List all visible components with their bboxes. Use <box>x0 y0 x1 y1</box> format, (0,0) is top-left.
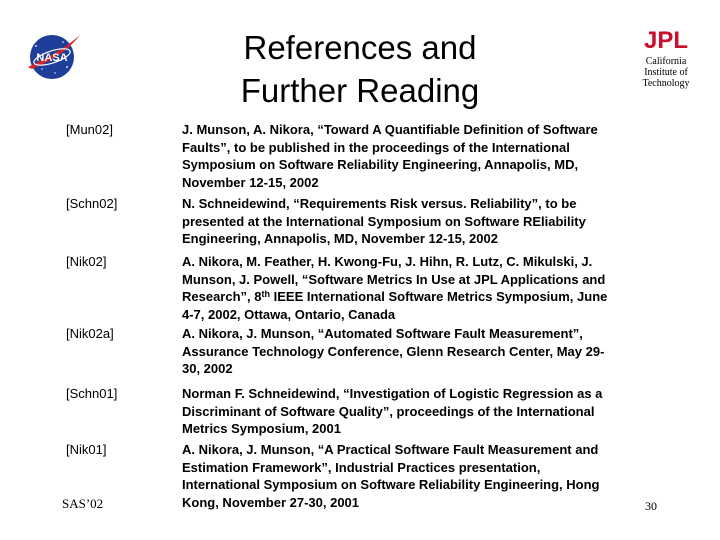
reference-key: [Schn01] <box>66 386 118 401</box>
reference-line: Estimation Framework”, Industrial Practices presentation, <box>182 459 541 475</box>
reference-line <box>182 288 656 306</box>
slide-title-line-2: Further Reading <box>240 72 480 109</box>
jpl-caption-line: California <box>645 56 687 67</box>
reference-line: Engineering, Annapolis, MD, November 12-15, 2002 <box>182 231 498 247</box>
reference-line: International Symposium on Software Reliability Engineering, Hong <box>182 477 600 493</box>
reference-line: Kong, November 27-30, 2001 <box>182 494 360 510</box>
reference-key: [Mun02] <box>66 122 113 137</box>
reference-text <box>182 385 656 438</box>
reference-text <box>182 325 656 378</box>
slide-title <box>190 26 530 112</box>
reference-line: November 12-15, 2002 <box>182 174 319 190</box>
reference-text <box>182 121 656 191</box>
reference-line: J. Munson, A. Nikora, “Toward A Quantifiable Definition of Software <box>182 122 598 137</box>
jpl-caltech-logo <box>630 27 702 97</box>
reference-text <box>182 253 656 323</box>
page-number: 30 <box>645 499 657 513</box>
reference-line: Assurance Technology Conference, Glenn Research Center, May 29- <box>182 343 605 359</box>
reference-text <box>182 195 656 248</box>
reference-text <box>182 441 656 511</box>
reference-line-part: IEEE International Software Metrics Symposium, June <box>270 289 608 305</box>
reference-line: A. Nikora, J. Munson, “A Practical Software Fault Measurement and <box>182 442 599 457</box>
slide-title-line-1: References and <box>243 29 477 66</box>
reference-key: [Nik01] <box>66 442 107 457</box>
jpl-caption <box>630 56 702 89</box>
nasa-logo <box>22 29 82 85</box>
jpl-logo <box>636 27 696 51</box>
reference-line: Munson, J. Powell, “Software Metrics In Use at JPL Applications and <box>182 271 606 287</box>
nasa-logo-text: NASA <box>36 52 68 64</box>
reference-line: Discriminant of Software Quality”, proceedings of the International <box>182 403 595 419</box>
ordinal-superscript: th <box>261 289 270 300</box>
reference-key: [Nik02a] <box>66 326 114 341</box>
reference-line: presented at the International Symposium on Software REliability <box>182 213 586 229</box>
reference-key: [Nik02] <box>66 254 107 269</box>
reference-line: N. Schneidewind, “Requirements Risk versus. Reliability”, to be <box>182 196 577 211</box>
reference-line: A. Nikora, M. Feather, H. Kwong-Fu, J. Hihn, R. Lutz, C. Mikulski, J. <box>182 254 593 269</box>
reference-key: [Schn02] <box>66 196 118 211</box>
reference-line: 4-7, 2002, Ottawa, Ontario, Canada <box>182 306 396 322</box>
reference-line-part: Research”, 8 <box>182 289 262 305</box>
reference-line: 30, 2002 <box>182 361 233 377</box>
reference-line: A. Nikora, J. Munson, “Automated Software Fault Measurement”, <box>182 326 583 341</box>
jpl-caption-line: Institute of <box>644 67 688 78</box>
reference-line: Norman F. Schneidewind, “Investigation of Logistic Regression as a <box>182 386 603 401</box>
reference-line: Faults”, to be published in the proceedings of the International <box>182 139 570 155</box>
reference-line: Symposium on Software Reliability Engineering, Annapolis, MD, <box>182 157 579 173</box>
footer-conference-label: SAS’02 <box>62 496 104 511</box>
reference-line: Metrics Symposium, 2001 <box>182 421 341 437</box>
jpl-logo-text: JPL <box>643 27 689 51</box>
jpl-caption-line: Technology <box>642 78 690 89</box>
